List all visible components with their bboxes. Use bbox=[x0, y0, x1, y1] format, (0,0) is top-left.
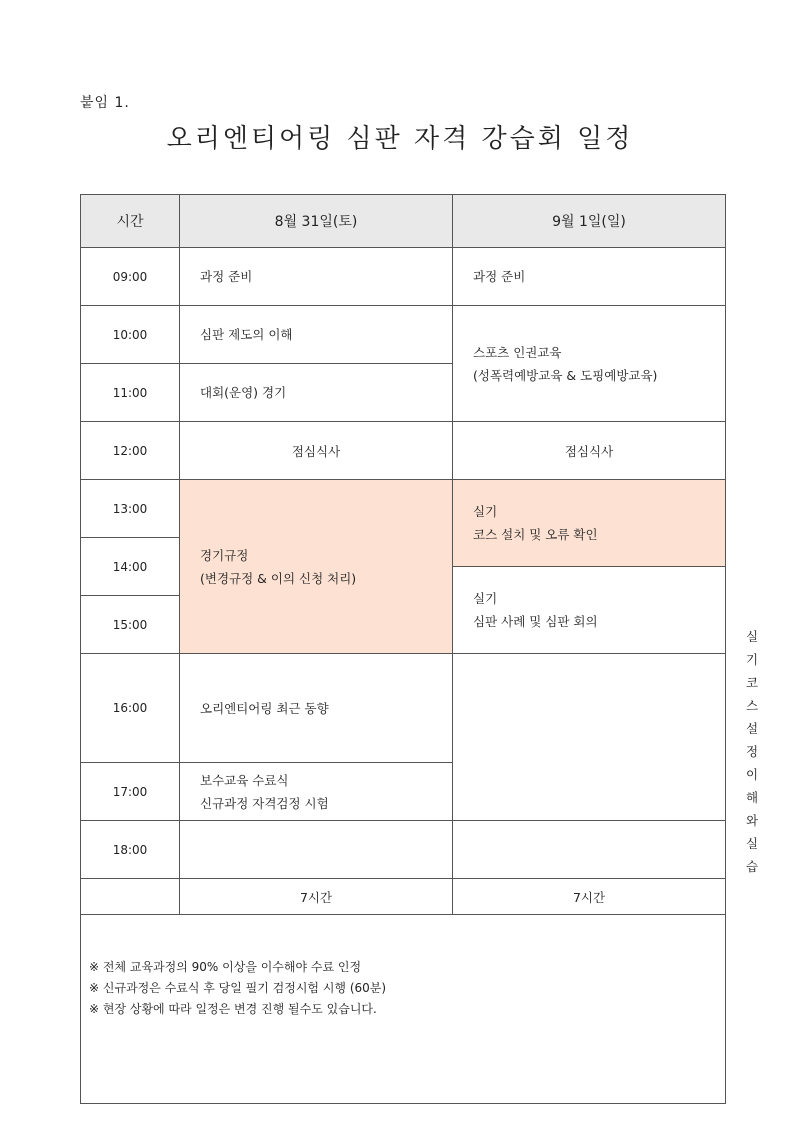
totals-row bbox=[81, 879, 726, 915]
time-cell: 10:00 bbox=[81, 306, 180, 364]
time-cell: 18:00 bbox=[81, 821, 180, 879]
day1-prep: 과정 준비 bbox=[180, 248, 453, 306]
table-row bbox=[81, 306, 726, 364]
header-day2: 9월 1일(일) bbox=[453, 195, 726, 248]
time-cell: 15:00 bbox=[81, 596, 180, 654]
day2-course-sub: 코스 설치 및 오류 확인 bbox=[473, 527, 598, 542]
day1-rules-sub: (변경규정 & 이의 신청 처리) bbox=[200, 570, 357, 586]
note-item: ※ 현장 상황에 따라 일정은 변경 진행 될수도 있습니다. bbox=[89, 1002, 377, 1016]
day1-rules-title: 경기규정 bbox=[200, 547, 249, 563]
table-row bbox=[81, 654, 726, 735]
time-cell: 09:00 bbox=[81, 248, 180, 306]
day2-total: 7시간 bbox=[453, 879, 726, 915]
header-day1: 8월 31일(토) bbox=[180, 195, 453, 248]
day2-lunch: 점심식사 bbox=[453, 422, 726, 480]
day1-total: 7시간 bbox=[180, 879, 453, 915]
day2-case-title: 실기 bbox=[473, 591, 498, 606]
day2-course-practice bbox=[453, 480, 726, 567]
day2-case-sub: 심판 사례 및 심판 회의 bbox=[473, 614, 598, 629]
table-row bbox=[81, 821, 726, 879]
time-cell: 11:00 bbox=[81, 364, 180, 422]
day2-rights-education bbox=[453, 306, 726, 422]
attachment-label: 붙임 1. bbox=[80, 95, 130, 111]
note-item: ※ 전체 교육과정의 90% 이상을 이수해야 수료 인정 bbox=[89, 960, 362, 974]
day1-lunch: 점심식사 bbox=[180, 422, 453, 480]
day2-course-title: 실기 bbox=[473, 504, 498, 519]
day2-trends: 오리엔티어링 최근 동향 bbox=[180, 654, 453, 763]
note-item: ※ 신규과정은 수료식 후 당일 필기 검정시험 시행 (60분) bbox=[89, 981, 387, 995]
day2-ceremony: 보수교육 수료식 bbox=[200, 772, 289, 788]
table-row: 실기 코스 설정 이해와 실습 bbox=[746, 629, 759, 874]
time-cell: 12:00 bbox=[81, 422, 180, 480]
day2-rights-title: 스포츠 인권교육 bbox=[473, 344, 562, 360]
totals-label bbox=[81, 879, 180, 915]
notes-row bbox=[81, 915, 726, 1104]
day1-empty bbox=[180, 821, 453, 879]
header-row bbox=[81, 195, 726, 248]
notes-box bbox=[81, 915, 726, 1104]
time-cell: 16:00 bbox=[81, 654, 180, 763]
header-time: 시간 bbox=[81, 195, 180, 248]
page-title: 오리엔티어링 심판 자격 강습회 일정 bbox=[166, 124, 634, 154]
day1-rules bbox=[180, 480, 453, 654]
table-row bbox=[81, 480, 726, 510]
schedule-grid bbox=[80, 194, 759, 1104]
time-cell: 14:00 bbox=[81, 538, 180, 596]
table-row bbox=[81, 422, 726, 480]
day2-exam: 신규과정 자격검정 시험 bbox=[200, 795, 329, 811]
time-cell: 13:00 bbox=[81, 480, 180, 538]
day2-empty bbox=[453, 821, 726, 879]
day2-case-practice bbox=[453, 567, 726, 654]
day2-rights-sub: (성폭력예방교육 & 도핑예방교육) bbox=[473, 367, 658, 383]
time-cell: 17:00 bbox=[81, 763, 180, 821]
table-row bbox=[81, 763, 726, 821]
day1-competition: 대회(운영) 경기 bbox=[180, 364, 453, 422]
table-row bbox=[81, 248, 726, 306]
day2-prep: 과정 준비 bbox=[453, 248, 726, 306]
day2-ceremony-exam bbox=[180, 763, 453, 821]
day1-system: 심판 제도의 이해 bbox=[180, 306, 453, 364]
